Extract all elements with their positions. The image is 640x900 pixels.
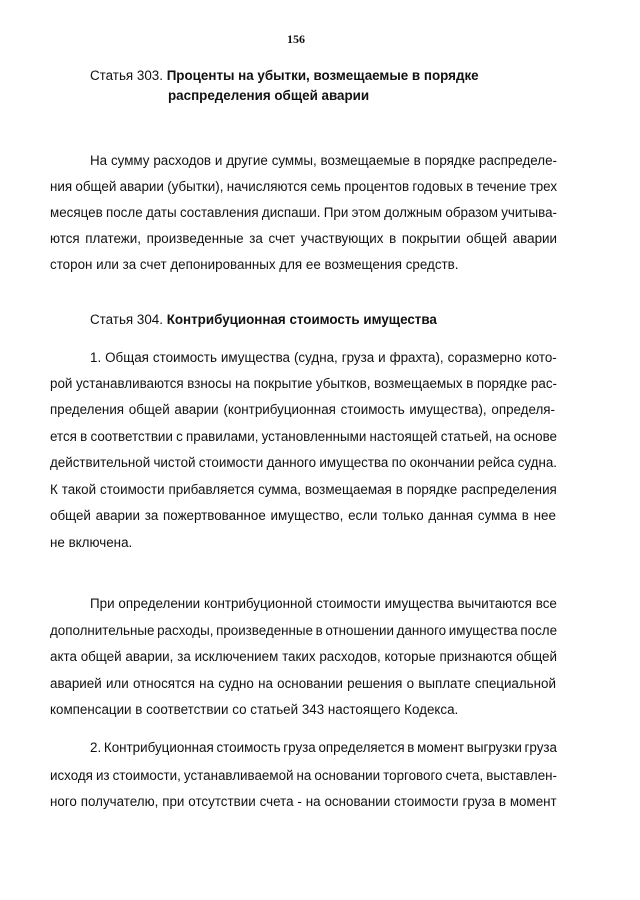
article-303-heading	[90, 68, 479, 84]
text-line: акта общей аварии, за исключением таких расходов, которые признаются общей	[50, 649, 557, 664]
page-number: 156	[287, 32, 305, 46]
text-line: общей аварии за пожертвованное имущество, если только данная сумма в нее	[50, 508, 556, 523]
article-304-title: Контрибуционная стоимость имущества	[166, 312, 437, 327]
article-304-heading	[90, 312, 437, 328]
text-line: К такой стоимости прибавляется сумма, возмещаемая в порядке распределения	[50, 482, 557, 497]
article-303-prefix: Статья 303.	[90, 68, 163, 83]
text-line: исходя из стоимости, устанавливаемой на основании торгового счета, выставлен-	[50, 768, 557, 783]
text-line: пределения общей аварии (контрибуционная стоимость имущества), определя-	[50, 402, 556, 417]
text-line: рой устанавливаются взносы на покрытие убытков, возмещаемых в порядке рас-	[50, 376, 557, 391]
text-line: 2. Контрибуционная стоимость груза определяется в момент выгрузки груза	[90, 740, 557, 755]
text-line: На сумму расходов и другие суммы, возмещаемые в порядке распределе-	[90, 153, 557, 168]
text-line: ется в соответствии с правилами, установленными настоящей статьей, на основе	[50, 429, 557, 444]
text-line: ного получателю, при отсутствии счета - на основании стоимости груза в момент	[50, 794, 557, 809]
text-line: месяцев после даты составления диспаши. При этом должным образом учитыва-	[50, 205, 557, 220]
article-303-title-line2: распределения общей аварии	[168, 88, 370, 103]
text-line: ния общей аварии (убытки), начисляются семь процентов годовых в течение трех	[50, 179, 558, 194]
text-line: не включена.	[50, 535, 133, 550]
article-304-prefix: Статья 304.	[90, 312, 163, 327]
text-line: 1. Общая стоимость имущества (судна, груза и фрахта), соразмерно кото-	[90, 350, 557, 365]
text-line: дополнительные расходы, произведенные в отношении данного имущества после	[50, 623, 558, 638]
text-line: аварией или относятся на судно на основании решения о выплате специальной	[50, 676, 556, 691]
article-303-title-line1: Проценты на убытки, возмещаемые в порядке	[166, 68, 479, 83]
text-line: ются платежи, произведенные за счет участвующих в покрытии общей аварии	[50, 231, 557, 246]
text-line: При определении контрибуционной стоимости имущества вычитаются все	[90, 596, 557, 611]
text-line: сторон или за счет депонированных для ее возмещения средств.	[50, 257, 459, 272]
text-line: компенсации в соответствии со статьей 343 настоящего Кодекса.	[50, 702, 459, 717]
text-line: действительной чистой стоимости данного имущества по окончании рейса судна.	[50, 455, 557, 470]
